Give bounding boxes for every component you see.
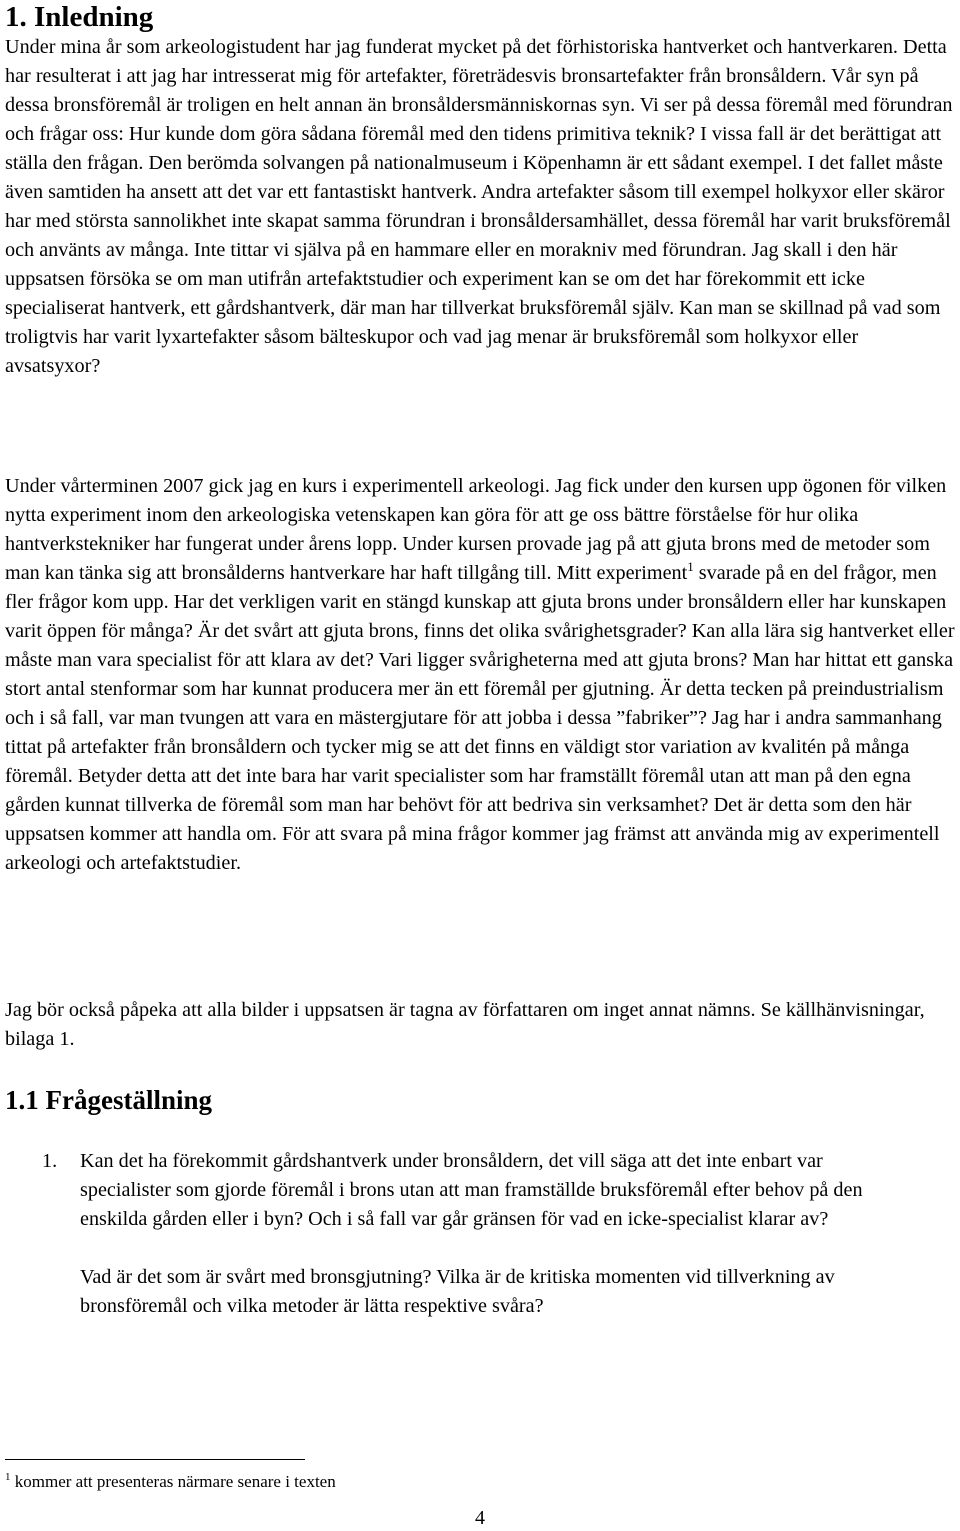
- course-paragraph-text: Under vårterminen 2007 gick jag en kurs i experimentell arkeologi. Jag fick under den kursen upp ögonen för vilken nytta experiment inom den arkeologiska vetenskapen kan göra för att ge oss bättre förståelse för hur olika hantverkstekniker har fungerat under årens lopp. Under kursen provade jag på att gjuta brons med de metoder som man kan tänka sig att bronsålderns hantverkare har haft tillgång till. Mitt experiment: [5, 475, 947, 584]
- section-heading: 1. Inledning: [5, 1, 154, 33]
- subsection-heading: 1.1 Frågeställning: [5, 1085, 212, 1115]
- question-paragraph: Kan det ha förekommit gårdshantverk under bronsåldern, det vill säga att det inte enbart var specialister som gjorde föremål i brons utan att man framställde bruksföremål efter behov på den enskilda gården eller i byn? Och i så fall var går gränsen för vad en icke-specialist klarar av?: [80, 1150, 863, 1230]
- list-item: [80, 1147, 910, 1321]
- question-paragraph: Vad är det som är svårt med bronsgjutning? Vilka är de kritiska momenten vid tillverkning av bronsföremål och vilka metoder är lätta respektive svåra?: [80, 1266, 835, 1317]
- list-item-number: 1.: [42, 1150, 58, 1172]
- course-paragraph-text-continued: svarade på en del frågor, men fler frågor kom upp. Har det verkligen varit en stängd kunskap att gjuta brons under bronsåldern eller har kunskapen varit öppen för många? Är det svårt att gjuta brons, finns det olika svårighetsgrader? Kan alla lära sig hantverket eller måste man vara specialist för att klara av det? Vari ligger svårigheterna med att gjuta brons? Man har hittat ett ganska stort antal stenformar som har kunnat producera mer än ett föremål per gjutning. Är detta tecken på preindustrialism och i så fall, var man tvungen att vara en mästergjutare för att jobba i dessa ”fabriker”? Jag har i andra sammanhang tittat på artefakter från bronsåldern och tycker mig se att det finns en väldigt stor variation av kvalitén på många föremål. Betyder detta att det inte bara har varit specialister som har framställt föremål utan att man på den egna gården kunnat tillverka de föremål som man har behövt för att bedriva sin verksamhet? Det är detta som den här uppsatsen kommer att handla om. För att svara på mina frågor kommer jag främst att använda mig av experimentell arkeologi och artefaktstudier.: [5, 562, 955, 874]
- footnote-reference[interactable]: 1: [687, 559, 694, 574]
- photo-note-paragraph: Jag bör också påpeka att alla bilder i uppsatsen är tagna av författaren om inget annat nämns. Se källhänvisningar, bilaga 1.: [5, 999, 925, 1050]
- footnote-separator: [5, 1459, 305, 1460]
- footnote: [5, 1471, 336, 1493]
- page-number: 4: [475, 1507, 485, 1529]
- course-paragraph: [5, 472, 957, 878]
- footnote-text: kommer att presenteras närmare senare i texten: [10, 1472, 336, 1491]
- intro-paragraph: Under mina år som arkeologistudent har jag funderat mycket på det förhistoriska hantverket och hantverkaren. Detta har resulterat i att jag har intresserat mig för artefakter, företrädesvis bronsartefakter från bronsåldern. Vår syn på dessa bronsföremål är troligen en helt annan än bronsåldersmänniskornas syn. Vi ser på dessa föremål med förundran och frågar oss: Hur kunde dom göra sådana föremål med den tidens primitiva teknik? I vissa fall är det berättigat att ställa den frågan. Den berömda solvangen på nationalmuseum i Köpenhamn är ett sådant exempel. I det fallet måste även samtiden ha ansett att det var ett fantastiskt hantverk. Andra artefakter såsom till exempel holkyxor eller skäror har med största sannolikhet inte skapat samma förundran i bronsåldersamhället, dessa föremål har varit bruksföremål och använts av många. Inte tittar vi själva på en hammare eller en morakniv med förundran. Jag skall i den här uppsatsen försöka se om man utifrån artefaktstudier och experiment kan se om det har förekommit ett icke specialiserat hantverk, ett gårdshantverk, där man har tillverkat bruksföremål själv. Kan man se skillnad på vad som troligtvis har varit lyxartefakter såsom bälteskupor och vad jag menar är bruksföremål som holkyxor eller avsatsyxor?: [5, 36, 953, 377]
- footnote-marker: 1: [5, 1471, 11, 1483]
